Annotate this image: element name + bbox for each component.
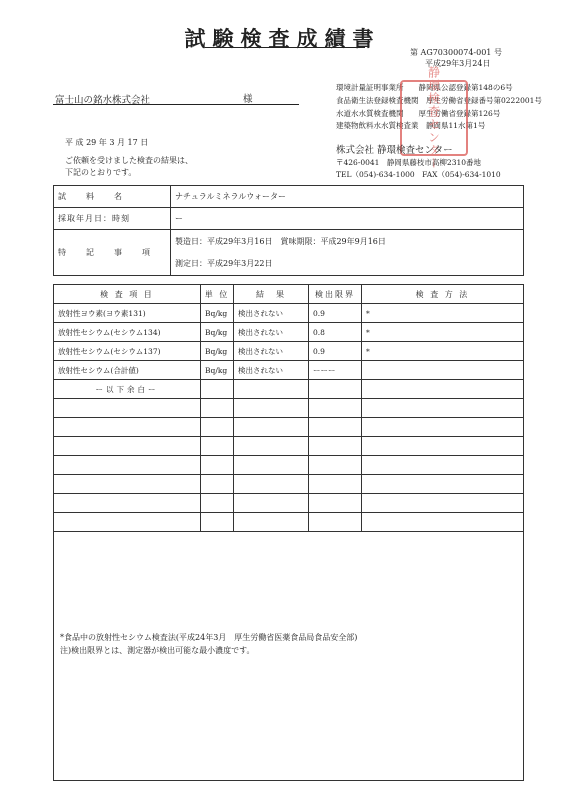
result-result-cell: 検出されない [234, 323, 309, 342]
sample-datetime-label: 採取年月日：時刻 [54, 208, 171, 230]
result-unit-cell: Bq/kg [201, 361, 234, 380]
result-result-cell: 検出されない [234, 361, 309, 380]
result-unit-cell [201, 437, 234, 456]
result-limit-cell: 0.8 [309, 323, 362, 342]
intro-line-1: ご依頼を受けました検査の結果は、 [65, 156, 193, 165]
result-unit-cell [201, 399, 234, 418]
result-method-cell [362, 361, 524, 380]
result-result-cell: 検出されない [234, 304, 309, 323]
result-method-cell [362, 399, 524, 418]
result-unit-cell [201, 418, 234, 437]
customer-underline [53, 104, 299, 105]
result-unit-cell: Bq/kg [201, 323, 234, 342]
header-unit: 単 位 [201, 285, 234, 304]
registration-2: 食品衛生法登録検査機関 厚生労働省登録番号第0222001号 [336, 96, 542, 105]
result-unit-cell [201, 380, 234, 399]
intro-line-2: 下記のとおりです。 [65, 168, 137, 177]
sample-notes-label: 特 記 事 項 [54, 230, 171, 276]
result-limit-cell [309, 494, 362, 513]
result-unit-cell [201, 513, 234, 532]
result-item-cell [54, 399, 201, 418]
result-item-cell: ー以下余白ー [54, 380, 201, 399]
footnote-detection-limit: 注)検出限界とは、測定器が検出可能な最小濃度です。 [60, 646, 255, 655]
result-limit-cell: 0.9 [309, 342, 362, 361]
empty-row [54, 418, 524, 437]
sample-notes-line-1: 製造日：平成29年3月16日 賞味期限：平成29年9月16日 [175, 237, 386, 246]
request-date: 平 成 29 年 3 月 17 日 [65, 138, 149, 147]
result-method-cell [362, 475, 524, 494]
result-limit-cell [309, 513, 362, 532]
result-item-cell [54, 475, 201, 494]
result-item-cell: 放射性セシウム(セシウム134) [54, 323, 201, 342]
result-item-cell [54, 494, 201, 513]
empty-row [54, 456, 524, 475]
footnote-method: *食品中の放射性セシウム検査法(平成24年3月 厚生労働省医薬食品局食品安全部) [60, 633, 358, 642]
empty-row [54, 494, 524, 513]
result-method-cell [362, 418, 524, 437]
result-result-cell [234, 513, 309, 532]
customer-name: 富士山の銘水株式会社 [55, 95, 151, 106]
sample-datetime-value: ー [171, 208, 524, 230]
empty-row [54, 399, 524, 418]
results-body [54, 304, 524, 532]
seal-text: 静環検査センター [426, 66, 441, 170]
company-name: 株式会社 静環検査センター [336, 145, 453, 156]
customer-honorific: 様 [243, 94, 253, 105]
result-method-cell [362, 437, 524, 456]
result-result-cell [234, 399, 309, 418]
document-title: 試験検査成績書 [184, 26, 381, 51]
sample-notes-row [54, 230, 524, 276]
result-result-cell [234, 418, 309, 437]
result-row [54, 323, 524, 342]
result-method-cell: * [362, 342, 524, 361]
result-limit-cell: ーーー [309, 361, 362, 380]
company-phone: TEL（054)-634-1000 FAX（054)-634-1010 [336, 170, 501, 179]
result-item-cell [54, 456, 201, 475]
result-result-cell [234, 494, 309, 513]
sample-notes-value [171, 230, 524, 276]
title-underline [205, 47, 365, 48]
result-limit-cell [309, 418, 362, 437]
result-item-cell [54, 418, 201, 437]
result-limit-cell [309, 399, 362, 418]
result-row [54, 361, 524, 380]
empty-row [54, 437, 524, 456]
result-method-cell [362, 494, 524, 513]
result-unit-cell: Bq/kg [201, 342, 234, 361]
results-table [53, 284, 524, 532]
result-result-cell: 検出されない [234, 342, 309, 361]
result-result-cell [234, 380, 309, 399]
result-row [54, 342, 524, 361]
results-header-row [54, 285, 524, 304]
registration-4: 建築物飲料水水質検査業 静岡県11水第1号 [336, 121, 486, 130]
result-limit-cell [309, 437, 362, 456]
registration-3: 水道水水質検査機関 厚生労働省登録第126号 [336, 109, 501, 118]
empty-row [54, 475, 524, 494]
result-unit-cell: Bq/kg [201, 304, 234, 323]
registration-1: 環境計量証明事業所 静岡県公認登録第148の6号 [336, 83, 513, 92]
result-method-cell [362, 456, 524, 475]
result-row [54, 380, 524, 399]
result-method-cell: * [362, 323, 524, 342]
result-limit-cell [309, 475, 362, 494]
result-unit-cell [201, 456, 234, 475]
result-method-cell [362, 513, 524, 532]
header-limit: 検出限界 [309, 285, 362, 304]
sample-name-row [54, 186, 524, 208]
result-item-cell [54, 513, 201, 532]
result-limit-cell: 0.9 [309, 304, 362, 323]
company-address: 〒426-0041 静岡県藤枝市高柳2310番地 [336, 158, 482, 167]
sample-notes-line-2: 測定日：平成29年3月22日 [175, 259, 273, 268]
result-item-cell: 放射性セシウム(セシウム137) [54, 342, 201, 361]
sample-name-value: ナチュラルミネラルウォーター [171, 186, 524, 208]
result-item-cell: 放射性セシウム(合計値) [54, 361, 201, 380]
result-result-cell [234, 456, 309, 475]
result-row [54, 304, 524, 323]
result-limit-cell [309, 380, 362, 399]
result-limit-cell [309, 456, 362, 475]
result-item-cell [54, 437, 201, 456]
issue-date: 平成29年3月24日 [425, 59, 491, 68]
sample-name-label: 試 料 名 [54, 186, 171, 208]
header-item: 検 査 項 目 [54, 285, 201, 304]
header-result: 結 果 [234, 285, 309, 304]
sample-datetime-row [54, 208, 524, 230]
result-result-cell [234, 437, 309, 456]
empty-row [54, 513, 524, 532]
sample-info-table [53, 185, 524, 276]
result-unit-cell [201, 494, 234, 513]
result-unit-cell [201, 475, 234, 494]
document-number: 第 AG70300074-001 号 [410, 48, 502, 57]
result-method-cell [362, 380, 524, 399]
header-method: 検 査 方 法 [362, 285, 524, 304]
result-method-cell: * [362, 304, 524, 323]
result-item-cell: 放射性ヨウ素(ヨウ素131) [54, 304, 201, 323]
result-result-cell [234, 475, 309, 494]
